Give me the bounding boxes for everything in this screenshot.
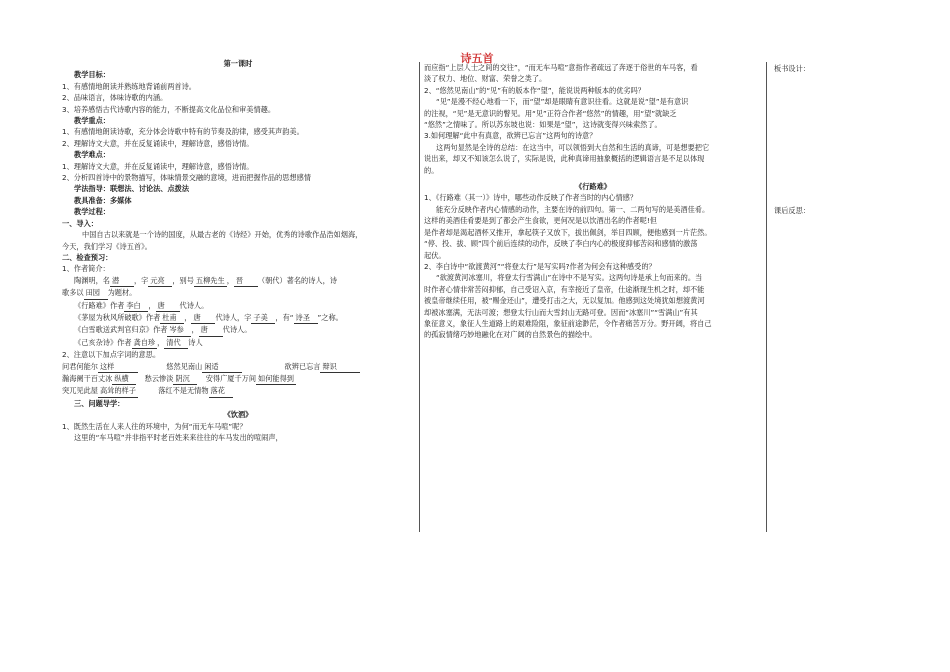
method-line: 学法指导：联想法、讨论法、点拨法 [74, 184, 190, 194]
key-heading: 教学重点： [74, 116, 110, 126]
body-line: “悠然”之情味了。所以苏东坡也说：如果是“望”，这诗就变得兴味索然了。 [424, 120, 662, 130]
author-line: 《己亥杂诗》作者 龚自珍 ， 清代 诗人 [62, 337, 414, 349]
middle-column [424, 62, 762, 341]
body-line: 2、李白诗中“欲渡黄河”“将登太行”是写实吗?作者为何会有这种感受的？ [424, 261, 656, 271]
body-line: 淡了权力、地位、财富、荣誉之类了。 [424, 74, 547, 84]
goals-heading: 教学目标： [74, 70, 110, 80]
reflection-label: 课后反思： [774, 206, 810, 215]
goal-item: 2、品味语言，体味诗歌的内涵。 [62, 93, 168, 103]
difficulty-heading: 教学难点： [74, 150, 110, 160]
intro-text: 今天，我们学习《诗五首》。 [62, 241, 152, 251]
body-line: 时作者心情非常苦闷抑郁，自己受诏入京，有幸接近了皇帝，仕途渐现生机之时，却不能 [424, 284, 705, 294]
author-line: 歌多以 田园 为题材。 [62, 287, 414, 299]
word-row: 瀚海阑干百丈冰 纵横 愁云惨淡 阴沉 安得广厦千万间 如何能得到 [62, 373, 414, 385]
answer: 这里的“车马喧”并非指平时老百姓来来往往的车马发出的喧闹声， [74, 433, 283, 442]
body-line: 而应指“上层人士之间的交往”，“而无车马喧”意指作者疏远了奔逐于俗世的车马客，看 [424, 63, 698, 72]
body-line: 起伏。 [424, 250, 446, 260]
process-heading: 教学过程： [74, 207, 110, 217]
author-line: 陶渊明，名 潜 ，字 元亮 ，别号 五柳先生 ， 晋 （朝代）著名的诗人，诗 [62, 275, 414, 287]
board-design-label: 板书设计： [774, 64, 810, 73]
poem-heading: 《饮酒》 [223, 410, 253, 420]
body-line: 这样的美酒佳肴要是到了都会产生食欲，更何况是以饮酒出名的作者呢!但 [424, 216, 657, 226]
body-line: 却被冰塞满，无法可渡；想登太行山而大雪封山无路可登。因而“冰塞川”“雪满山”有其 [424, 307, 698, 317]
section-heading: 二、检查预习： [62, 252, 113, 262]
column-divider-1 [419, 62, 420, 532]
intro-text: 中国自古以来就是一个诗的国度，从最古老的《诗经》开始，优秀的诗歌作品浩如烟海， [82, 230, 363, 240]
body-line: “欲渡黄河冰塞川，将登太行雪满山”在诗中不是写实。这两句诗是承上句而来的。当 [436, 273, 703, 283]
body-line: 1、《行路难（其一）》诗中，哪些动作反映了作者当时的内心情感？ [424, 193, 638, 203]
tools-line: 教具准备：多媒体 [74, 195, 132, 205]
body-line: 的。 [424, 165, 439, 175]
words-heading: 2、注意以下加点字词的意思。 [62, 350, 161, 360]
goal-item: 1、有感情地朗读并熟练地背诵前两首诗。 [62, 81, 196, 91]
word-row: 突兀见此屋 高耸的样子 落红不是无情物 落花 [62, 385, 414, 397]
body-line: 被皇帝继续任用，被“赐金还山”，遭受打击之大，无以复加。他感到这处境犹如想渡黄河 [424, 296, 705, 306]
difficulty-item: 1、理解诗文大意，并在反复诵读中，理解诗意，感悟诗情。 [62, 161, 254, 171]
body-line: 能充分反映作者内心情感的动作，主要在诗的前四句。第一、二两句写的是美酒佳肴。 [436, 204, 710, 214]
section-heading: 三、问题导学： [74, 398, 125, 408]
body-line: “停、投、拔、顾”四个前后连续的动作，反映了李白内心的极度抑郁苦闷和感情的激荡 [424, 239, 698, 249]
body-line: 的孤寂情绪巧妙地融化在对广阔的自然景色的描绘中。 [424, 330, 597, 340]
body-line: “见”是漫不经心地看一下，而“望”却是眼睛有意识往看。这就是说“望”是有意识 [436, 97, 689, 107]
body-line: 是作者却是渴起酒杯又推开，拿起筷子又放下，拔出佩剑，举目四顾，便他感到一片茫然。 [424, 227, 712, 237]
author-heading: 1、作者简介： [62, 264, 110, 274]
body-line: 这两句显然是全诗的总结：在这当中，可以领悟到大自然和生活的真谛，可是想要把它 [436, 142, 710, 152]
author-line: 《茅屋为秋风所破歌》作者 杜甫 ， 唐 代诗人，字 子美 ，有“ 诗圣 ”之称。 [62, 312, 414, 324]
section-heading: 一、导入： [62, 218, 98, 228]
question: 1、既然生活在人来人往的环境中，为何“而无车马喧”呢？ [62, 421, 247, 431]
difficulty-item: 2、分析四首诗中的景物描写，体味情景交融的意境，进而把握作品的思想感情 [62, 173, 311, 183]
column-divider-2 [766, 62, 767, 532]
body-line: 象征意义，象征人生道路上的艰难险阻，象征前途渺茫，令作者痛苦万分。野开阔，将自己 [424, 318, 712, 328]
key-item: 1、有感情地朗读诗歌，充分体会诗歌中特有的节奏及韵律，感受其声韵美。 [62, 127, 304, 137]
body-line: 2、“悠然见南山”的“见”有的版本作“望”，能说说两种版本的优劣吗？ [424, 85, 645, 95]
word-row: 问君何能尔 这样 悠然见南山 闲适 欲辨已忘言 辩识 [62, 361, 414, 373]
poem-heading: 《行路难》 [575, 182, 611, 192]
key-item: 2、理解诗文大意，并在反复诵读中，理解诗意，感悟诗情。 [62, 138, 254, 148]
page-title: 诗五首 [460, 52, 494, 65]
author-line: 《白雪歌送武判官归京》作者 岑参 ， 唐 代诗人。 [62, 324, 414, 336]
body-line: 3.如何理解“此中有真意，欲辨已忘言”这两句的诗意？ [424, 131, 597, 141]
lesson-heading: 第一课时 [223, 59, 253, 68]
body-line: 的注视，“见”是无意识的瞥见。用“见”正符合作者“悠然”的情趣，用“望”就缺乏 [424, 108, 677, 118]
body-line: 说出来，却又不知该怎么说了，实际是说，此种真谛用抽象概括的逻辑语言是不足以体现 [424, 154, 705, 164]
goal-item: 3、培养感悟古代诗歌内容的能力，不断提高文化品位和审美情趣。 [62, 104, 276, 114]
author-line: 《行路难》作者 李白 ， 唐 代诗人。 [62, 300, 414, 312]
left-column [62, 58, 414, 443]
